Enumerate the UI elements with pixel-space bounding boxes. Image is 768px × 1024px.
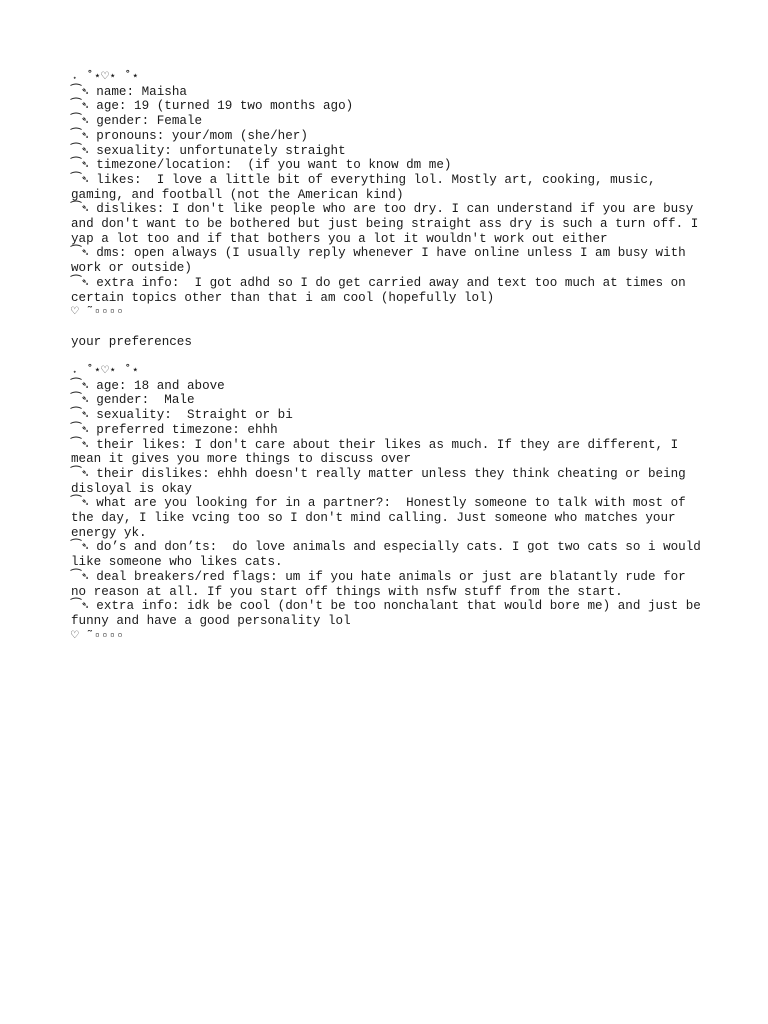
preferences-likes: ⁀➴ their likes: I don't care about their likes as much. If they are different, I mean it gives you more things to discuss over — [71, 437, 686, 467]
preferences-looking-for: ⁀➴ what are you looking for in a partner?: Honestly someone to talk with most of the day, I like vcing too so I don't mind calling. Just someone who matches your energy yk. — [71, 496, 694, 540]
profile-likes: ⁀➴ likes: I love a little bit of everything lol. Mostly art, cooking, music, gaming, and football (not the American kind) — [71, 172, 664, 202]
document-body — [71, 70, 709, 643]
preferences-header: ˖ ˚⋆♡⋆ ˚⋆ — [71, 364, 140, 379]
preferences-sexuality: ⁀➴ sexuality: Straight or bi — [71, 408, 293, 423]
preferences-extra-info: ⁀➴ extra info: idk be cool (don't be too nonchalant that would bore me) and just be funny and have a good personality lol — [71, 599, 709, 628]
preferences-dos-donts: ⁀➴ do’s and don’ts: do love animals and especially cats. I got two cats so i would like someone who likes cats. — [71, 540, 709, 570]
profile-dms: ⁀➴ dms: open always (I usually reply whenever I have online unless I am busy with work or outside) — [71, 246, 694, 276]
profile-pronouns: ⁀➴ pronouns: your/mom (she/her) — [71, 128, 308, 143]
preferences-timezone: ⁀➴ preferred timezone: ehhh — [71, 422, 278, 437]
profile-age: ⁀➴ age: 19 (turned 19 two months ago) — [71, 99, 354, 114]
preferences-age: ⁀➴ age: 18 and above — [71, 378, 225, 393]
spacer — [71, 349, 701, 364]
profile-name: ⁀➴ name: Maisha — [71, 84, 187, 99]
profile-extra-info: ⁀➴ extra info: I got adhd so I do get carried away and text too much at times on certain topics other than that i am cool (hopefully lol) — [71, 275, 694, 305]
profile-header: ˖ ˚⋆♡⋆ ˚⋆ — [71, 70, 140, 84]
profile-sexuality: ⁀➴ sexuality: unfortunately straight — [71, 143, 346, 158]
preferences-dislikes: ⁀➴ their dislikes: ehhh doesn't really matter unless they think cheating or being disloyal is okay — [71, 466, 694, 496]
spacer — [71, 320, 701, 335]
preferences-title: your preferences — [71, 334, 192, 349]
profile-timezone: ⁀➴ timezone/location: (if you want to know dm me) — [71, 158, 452, 173]
profile-gender: ⁀➴ gender: Female — [71, 114, 203, 129]
preferences-deal-breakers: ⁀➴ deal breakers/red flags: um if you hate animals or just are blatantly rude for no reason at all. If you start off things with nsfw stuff from the start. — [71, 569, 694, 599]
preferences-footer: ♡ ˜▫▫▫▫ — [71, 628, 124, 643]
profile-footer: ♡ ˜▫▫▫▫ — [71, 305, 124, 320]
preferences-gender: ⁀➴ gender: Male — [71, 393, 195, 408]
profile-dislikes: ⁀➴ dislikes: I don't like people who are too dry. I can understand if you are busy and don't want to be bothered but just being straight ass dry is such a turn off. I yap a lot too and if that bothers you a lot it wouldn't work out either — [71, 202, 706, 246]
